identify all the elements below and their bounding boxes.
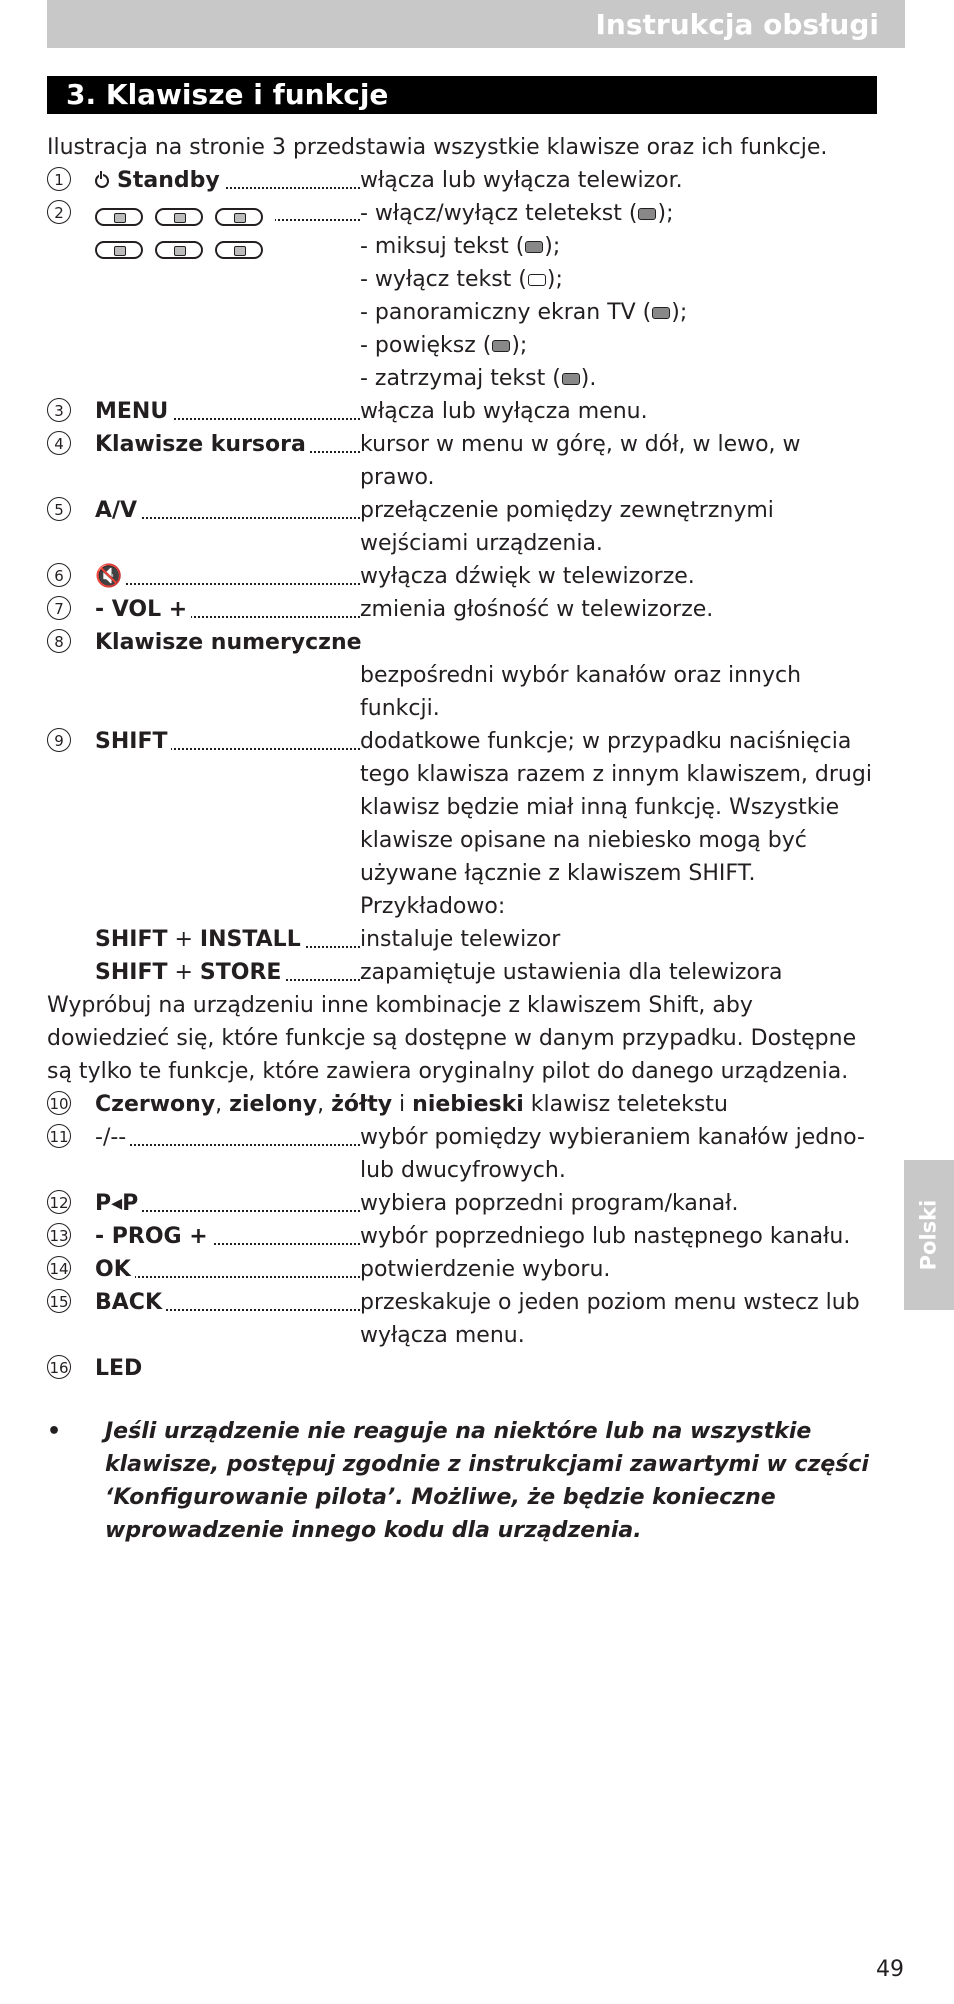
item-description: wyłącza dźwięk w telewizorze. (360, 564, 695, 589)
item-number: 11 (47, 1124, 71, 1148)
language-tab (904, 1160, 954, 1310)
item-back (47, 1286, 877, 1352)
item-menu (47, 395, 877, 428)
item-label: LED (95, 1356, 143, 1381)
header-title: Instrukcja obsługi (595, 8, 879, 41)
note-bullet: • (47, 1419, 62, 1444)
shift-note: Wypróbuj na urządzeniu inne kombinacje z klawiszem Shift, aby dowiedzieć się, które funkcje są dostępne w danym przypadku. Dostępne są tylko te funkcje, które zawiera oryginalny pilot do danego urządzenia. (47, 993, 857, 1084)
pp-icon: P◂P (95, 1191, 142, 1216)
item-shift-store: SHIFT + STORE zapamiętuje ustawienia dla telewizora (47, 956, 877, 989)
item-number: 6 (47, 563, 71, 587)
item-number: 12 (47, 1190, 71, 1214)
item-mute (47, 560, 877, 593)
mute-icon: 🔇 (95, 564, 126, 589)
widescreen-key-icon (95, 241, 143, 259)
item-description: zapamiętuje ustawienia dla telewizora (360, 960, 783, 985)
teletext-line: - powiększ ( ); (360, 333, 528, 358)
item-led (47, 1352, 877, 1385)
widescreen-icon (652, 307, 670, 319)
mix-text-key-icon (155, 208, 203, 226)
header-bar (47, 0, 905, 48)
item-description: wybiera poprzedni program/kanał. (360, 1191, 739, 1216)
text-off-key-icon (215, 208, 263, 226)
item-pp (47, 1187, 877, 1220)
zoom-key-icon (155, 241, 203, 259)
teletext-line: - wyłącz tekst ( ); (360, 267, 563, 292)
power-icon (95, 174, 109, 188)
item-label: OK (95, 1257, 135, 1282)
item-number: 5 (47, 497, 71, 521)
item-teletext (47, 197, 877, 395)
item-label: -/-- (95, 1125, 130, 1150)
item-description: przełączenie pomiędzy zewnętrznymi wejściami urządzenia. (360, 498, 774, 556)
item-number: 13 (47, 1223, 71, 1247)
item-label: - VOL + (95, 597, 191, 622)
item-description: kursor w menu w górę, w dół, w lewo, w prawo. (360, 432, 801, 490)
leader-dots (95, 1144, 360, 1146)
item-number: 7 (47, 596, 71, 620)
item-description: dodatkowe funkcje; w przypadku naciśnięcia tego klawisza razem z innym klawiszem, drugi klawisz będzie miał inną funkcję. Wszystkie klawisze opisane na niebiesko mogą być używane łącznie z klawiszem SHIFT. Przykładowo: (360, 729, 872, 919)
item-description: instaluje telewizor (360, 927, 561, 952)
section-heading-bar (47, 76, 877, 114)
item-standby (47, 164, 877, 197)
item-colors: 10 Czerwony, zielony, żółty i niebieski klawisz teletekstu (47, 1088, 877, 1121)
item-description: przeskakuje o jeden poziom menu wstecz lub wyłącza menu. (360, 1290, 860, 1348)
section-title: 3. Klawisze i funkcje (66, 78, 389, 111)
item-cursor (47, 428, 877, 494)
item-description: włącza lub wyłącza telewizor. (360, 168, 683, 193)
item-shift (47, 725, 877, 923)
item-label: A/V (95, 498, 141, 523)
item-description: włącza lub wyłącza menu. (360, 399, 648, 424)
content (47, 131, 877, 1547)
item-label: BACK (95, 1290, 166, 1315)
teletext-icon (638, 208, 656, 220)
note (47, 1415, 877, 1547)
text-off-icon (528, 274, 546, 286)
teletext-key-icons (95, 197, 360, 266)
item-number: 1 (47, 167, 71, 191)
item-numeric (47, 626, 877, 659)
item-number: 8 (47, 629, 71, 653)
item-prog (47, 1220, 877, 1253)
teletext-line: - zatrzymaj tekst ( ). (360, 366, 597, 391)
teletext-line: - panoramiczny ekran TV ( ); (360, 300, 688, 325)
item-shift-install: SHIFT + INSTALL instaluje telewizor (47, 923, 877, 956)
item-label: Klawisze kursora (95, 432, 310, 457)
item-number: 2 (47, 200, 71, 224)
mix-text-icon (525, 241, 543, 253)
item-description: wybór pomiędzy wybieraniem kanałów jedno- lub dwucyfrowych. (360, 1125, 865, 1183)
teletext-line: - włącz/wyłącz teletekst ( ); (360, 201, 674, 226)
item-description: wybór poprzedniego lub następnego kanału. (360, 1224, 851, 1249)
hold-text-key-icon (215, 241, 263, 259)
item-label: SHIFT (95, 729, 171, 754)
item-number: 3 (47, 398, 71, 422)
item-vol (47, 593, 877, 626)
item-description: potwierdzenie wyboru. (360, 1257, 611, 1282)
item-number: 14 (47, 1256, 71, 1280)
item-ok (47, 1253, 877, 1286)
item-number: 4 (47, 431, 71, 455)
item-number: 10 (47, 1091, 71, 1115)
item-av (47, 494, 877, 560)
page-number: 49 (876, 1957, 904, 1982)
hold-text-icon (562, 373, 580, 385)
item-number: 15 (47, 1289, 71, 1313)
teletext-on-key-icon (95, 208, 143, 226)
item-digits (47, 1121, 877, 1187)
item-number: 9 (47, 728, 71, 752)
language-tab-label: Polski (916, 1199, 941, 1271)
item-label: MENU (95, 399, 172, 424)
item-description: zmienia głośność w telewizorze. (360, 597, 714, 622)
item-label: Standby (117, 168, 220, 193)
teletext-line: - miksuj tekst ( ); (360, 234, 561, 259)
leader-dots (95, 583, 360, 585)
note-text: Jeśli urządzenie nie reaguje na niektóre lub na wszystkie klawisze, postępuj zgodnie z instrukcjami zawartymi w części ‘Konfigurowanie pilota’. Możliwe, że będzie konieczne wprowadzenie innego kodu dla urządzenia. (105, 1419, 869, 1543)
intro-text: Ilustracja na stronie 3 przedstawia wszystkie klawisze oraz ich funkcje. (47, 135, 828, 160)
item-label: Klawisze numeryczne (95, 630, 362, 655)
item-description: bezpośredni wybór kanałów oraz innych funkcji. (360, 663, 802, 721)
zoom-icon (492, 340, 510, 352)
item-number: 16 (47, 1355, 71, 1379)
item-label: - PROG + (95, 1224, 212, 1249)
